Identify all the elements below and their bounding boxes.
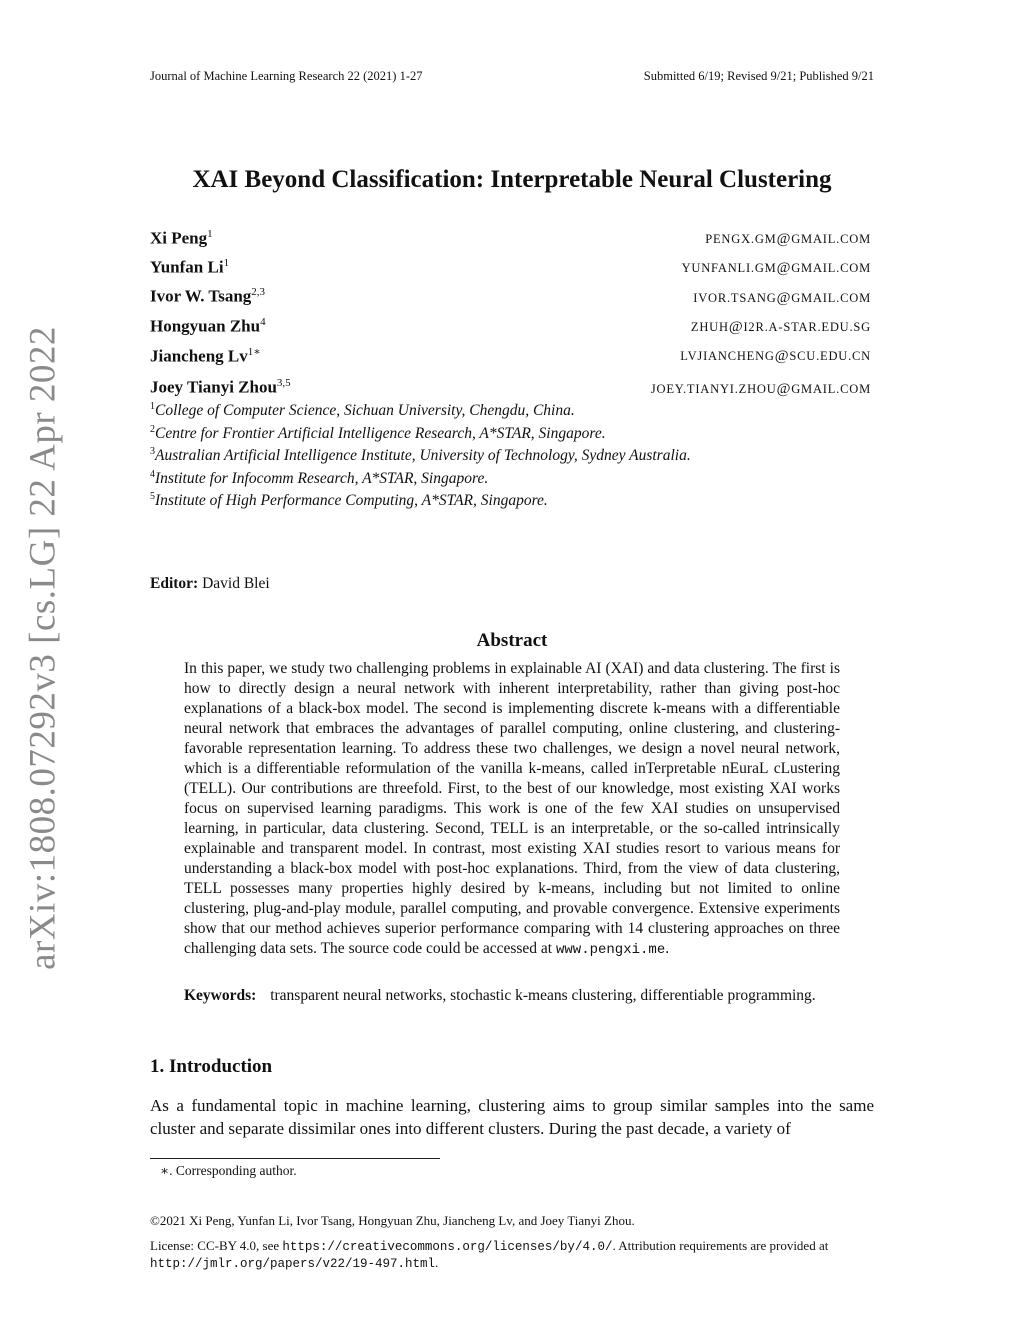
- arxiv-stamp: arXiv:1808.07292v3 [cs.LG] 22 Apr 2022: [22, 326, 64, 970]
- affiliation: $^1$College of Computer Science, Sichuan University, Chengdu, China.: [150, 401, 575, 420]
- author-name: Joey Tianyi Zhou$^{3,5}$: [150, 377, 291, 397]
- author-email[interactable]: JOEY.TIANYI.ZHOU@GMAIL.COM: [650, 381, 871, 397]
- abstract-heading: Abstract: [476, 630, 548, 651]
- license: License: CC-BY 4.0, see https://creativecommons.org/licenses/by/4.0/. Attribution requirements are provided at http://jmlr.org/papers/v22/19-497.html.: [150, 1238, 829, 1271]
- abstract-text: In this paper, we study two challenging problems in explainable AI (XAI) and data clustering. The first is how to directly design a neural network with inherent interpretability, rather than giving post-hoc explanations of a black-box model. The second is implementing discrete k-means with a differentiable neural network that embraces the advantages of parallel computing, online clustering, and clustering-favorable representation learning. To address these two challenges, we design a novel neural network, which is a differentiable reformulation of the vanilla k-means, called inTerpretable nEuraL cLustering (TELL). Our contributions are threefold. First, to the best of our knowledge, most existing XAI works focus on supervised learning paradigms. This work is one of the few XAI studies on unsupervised learning, in particular, data clustering. Second, TELL is an interpretable, or the so-called intrinsically explainable and transparent model. In contrast, most existing XAI studies resort to various means for understanding a black-box model with post-hoc explanations. Third, from the view of data clustering, TELL possesses many properties highly desired by k-means, including but not limited to online clustering, plug-and-play module, parallel computing, and provable convergence. Extensive experiments show that our method achieves superior performance comparing with 14 clustering approaches on three challenging data sets. The source code could be accessed at www.pengxi.me.: [184, 660, 840, 958]
- journal-header: Journal of Machine Learning Research 22 (2021) 1-27: [150, 69, 423, 83]
- affiliation: $^2$Centre for Frontier Artificial Intelligence Research, A*STAR, Singapore.: [150, 424, 606, 443]
- author-email[interactable]: PENGX.GM@GMAIL.COM: [705, 231, 871, 247]
- section-heading: 1. Introduction: [150, 1056, 273, 1077]
- editor-line: [150, 575, 270, 593]
- author-email[interactable]: ZHUH@I2R.A-STAR.EDU.SG: [690, 319, 871, 335]
- author-name: Yunfan Li$^1$: [150, 257, 230, 277]
- author-name: Ivor W. Tsang$^{2,3}$: [150, 286, 266, 306]
- keywords: Keywords: transparent neural networks, stochastic k-means clustering, differentiable programming.: [184, 987, 816, 1004]
- author-name: Hongyuan Zhu$^4$: [150, 316, 266, 336]
- editor-label: Editor:: [150, 575, 199, 592]
- copyright: ©2021 Xi Peng, Yunfan Li, Ivor Tsang, Hongyuan Zhu, Jiancheng Lv, and Joey Tianyi Zhou.: [150, 1213, 635, 1228]
- keywords-label: Keywords:: [184, 987, 257, 1004]
- publication-dates: Submitted 6/19; Revised 9/21; Published 9/21: [643, 69, 874, 83]
- license-link[interactable]: https://creativecommons.org/licenses/by/4.0/: [282, 1240, 613, 1254]
- footnote: ∗. Corresponding author.: [160, 1163, 297, 1178]
- paper-title: XAI Beyond Classification: Interpretable Neural Clustering: [192, 166, 832, 193]
- intro-paragraph: As a fundamental topic in machine learning, clustering aims to group similar samples into the same cluster and separate dissimilar ones into different clusters. During the past decade, a variety of: [150, 1096, 874, 1138]
- paper-link[interactable]: http://jmlr.org/papers/v22/19-497.html: [150, 1257, 436, 1271]
- author-email[interactable]: LVJIANCHENG@SCU.EDU.CN: [680, 348, 871, 364]
- editor-name: David Blei: [202, 575, 270, 592]
- author-name: Jiancheng $Lv^{1∗}$: [150, 346, 261, 366]
- footnote-rule: [150, 1158, 440, 1159]
- affiliation: $^5$Institute of High Performance Computing, A*STAR, Singapore.: [150, 491, 548, 510]
- author-email[interactable]: YUNFANLI.GM@GMAIL.COM: [681, 260, 871, 276]
- source-code-link[interactable]: www.pengxi.me: [556, 942, 666, 958]
- affiliation: $^4$Institute for Infocomm Research, A*STAR, Singapore.: [150, 469, 489, 488]
- author-name: Xi Peng$^1$: [150, 228, 213, 248]
- author-email[interactable]: IVOR.TSANG@GMAIL.COM: [693, 290, 871, 306]
- affiliation: $^3$Australian Artificial Intelligence Institute, University of Technology, Sydney Australia.: [150, 446, 691, 465]
